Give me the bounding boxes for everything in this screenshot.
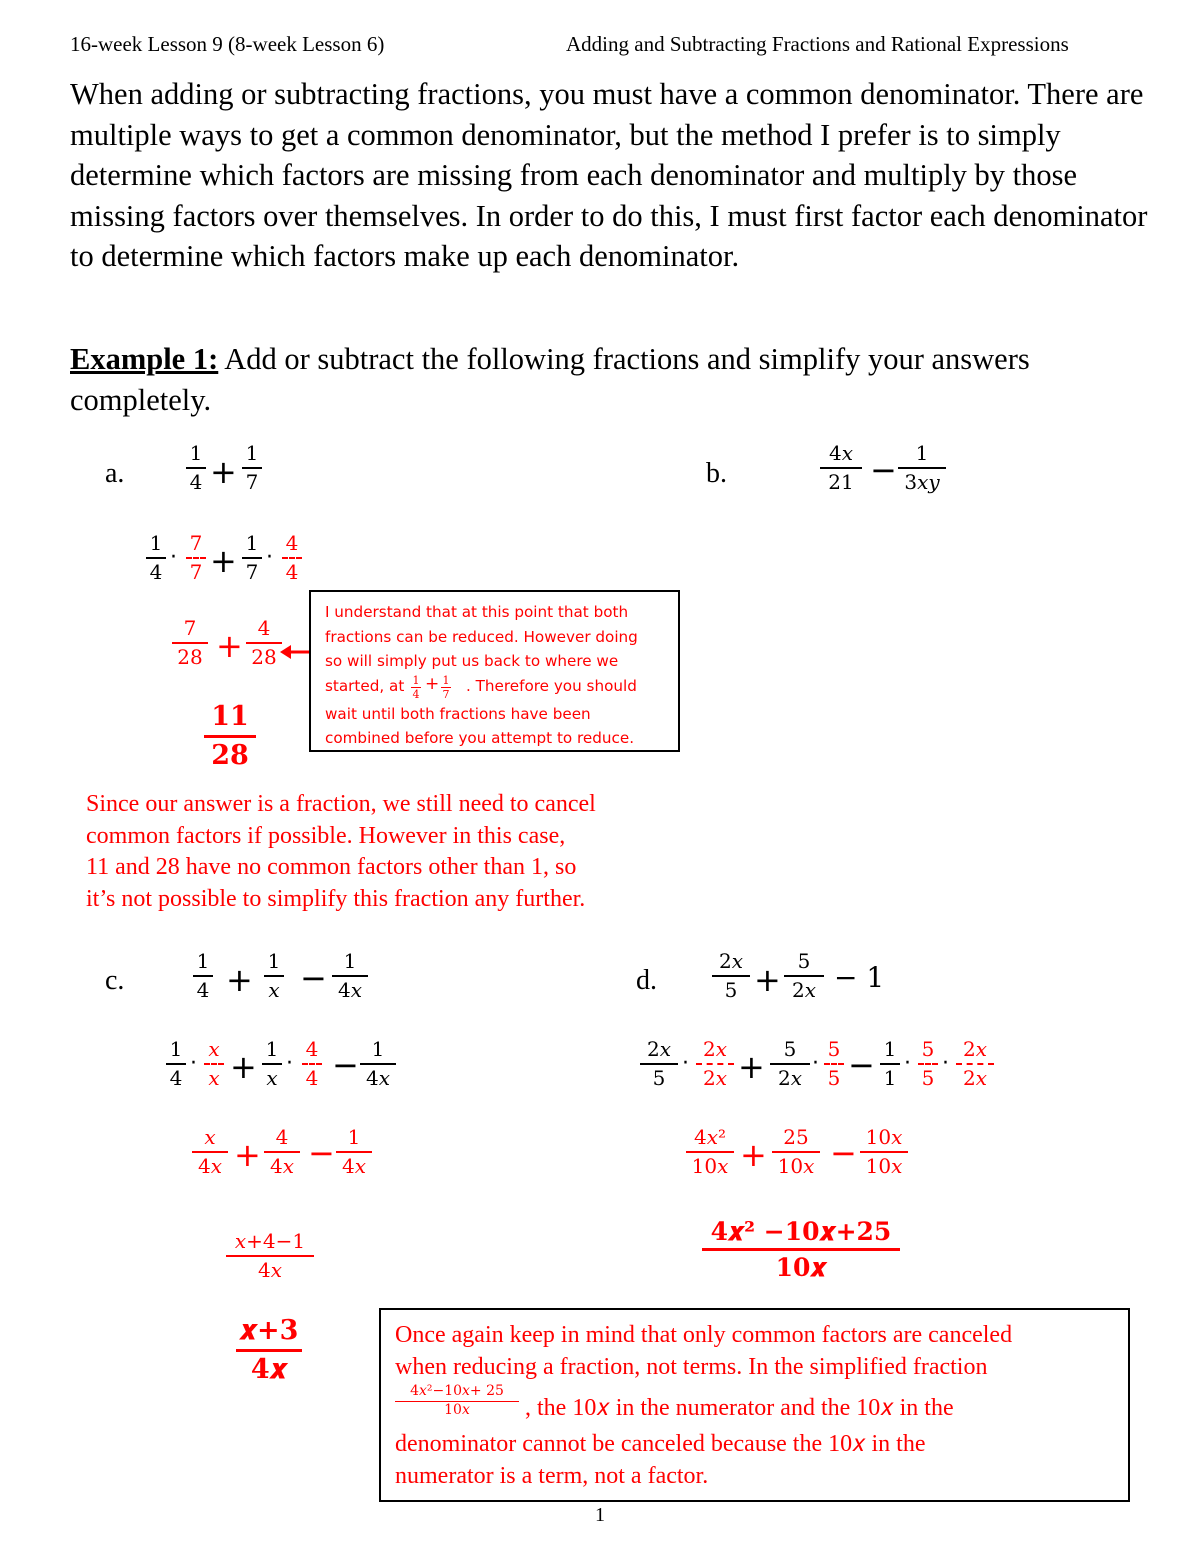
- plus-op: +: [754, 961, 781, 999]
- plus-op: +: [234, 1136, 261, 1174]
- fraction-b-2: 1 3𝑥𝑦: [898, 441, 946, 495]
- arrow-icon: [278, 642, 312, 662]
- note-a-line: wait until both fractions have been: [325, 704, 591, 723]
- example-label: Example 1:: [70, 342, 219, 376]
- fraction-a-2: 1 7: [242, 441, 262, 495]
- fraction-b-1: 4𝑥 21: [820, 441, 862, 495]
- fraction-c-s2-1: 𝑥 4𝑥: [192, 1125, 228, 1179]
- answer-a: 11 28: [204, 700, 256, 773]
- plus-op: +: [210, 453, 237, 491]
- minus-op: −: [848, 1046, 875, 1084]
- part-d-label: d.: [636, 965, 657, 996]
- dot-op: ·: [286, 1051, 293, 1076]
- header-lesson: 16-week Lesson 9 (8-week Lesson 6): [70, 32, 385, 56]
- fraction-d-s1-1: 2𝑥 5: [640, 1037, 678, 1091]
- note-d-line: when reducing a fraction, not terms. In the simplified fraction: [395, 1353, 988, 1380]
- fraction-d-s1-4: 5 5: [824, 1037, 844, 1091]
- fraction-d-s1-6: 5 5: [918, 1037, 938, 1091]
- minus-op: −: [870, 451, 897, 489]
- fraction-d-s1-5: 1 1: [880, 1037, 900, 1091]
- fraction-d-2: 5 2𝑥: [784, 949, 824, 1003]
- plus-op: +: [216, 627, 243, 665]
- dot-op: ·: [682, 1051, 689, 1076]
- fraction-c-s2-2: 4 4𝑥: [264, 1125, 300, 1179]
- dot-op: ·: [266, 545, 273, 570]
- plus-op: +: [230, 1048, 257, 1086]
- fraction-d-1: 2𝑥 5: [712, 949, 750, 1003]
- fraction-d-s1-7: 2𝑥 2𝑥: [956, 1037, 994, 1091]
- note-a-line: so will simply put us back to where we: [325, 652, 619, 670]
- intro-paragraph: When adding or subtracting fractions, you must have a common denominator. There are multiple ways to get a common denominator, but the method I prefer is to simply determine which factors are missing from each denominator and multiply by those missing factors over themselves. In order to do this, I must first factor each denominator to determine which factors make up each denominator.: [70, 77, 1148, 274]
- note-d-line: numerator is a term, not a factor.: [395, 1462, 709, 1489]
- fraction-d-s1-2: 2𝑥 2𝑥: [696, 1037, 734, 1091]
- fraction-a-s2-1: 7 28: [172, 616, 208, 670]
- fraction-c-2: 1 𝑥: [264, 949, 284, 1003]
- note-a-line: started, at . Therefore you should 1 4 + 1 7: [325, 673, 637, 702]
- fraction-d-s1-3: 5 2𝑥: [770, 1037, 810, 1091]
- example-heading: [70, 339, 1150, 420]
- part-c-label: c.: [105, 965, 125, 996]
- part-b-label: b.: [706, 458, 727, 489]
- example-text: Add or subtract the following fractions and simplify your answers completely.: [70, 342, 1030, 417]
- dot-op: ·: [190, 1051, 197, 1076]
- fraction-a-1: 1 4: [186, 441, 206, 495]
- answer-d: 𝟒𝒙² −𝟏𝟎𝒙+𝟐𝟓 𝟏𝟎𝒙: [702, 1216, 900, 1284]
- fraction-d-s2-3: 10𝑥 10𝑥: [860, 1125, 908, 1179]
- explanation-a: Since our answer is a fraction, we still need to cancel common factors if possible. However in this case, 11 and 28 have no common factors other than 1, so it’s not possible to simplify this fraction any further.: [86, 791, 596, 912]
- dot-op: ·: [904, 1051, 911, 1076]
- fraction-c-s1-4: 4 4: [302, 1037, 322, 1091]
- fraction-d-s2-2: 25 10𝑥: [772, 1125, 820, 1179]
- minus-op: −: [300, 959, 327, 997]
- minus-one: − 1: [834, 961, 885, 994]
- fraction-c-s1-5: 1 4𝑥: [360, 1037, 396, 1091]
- fraction-c-1: 1 4: [193, 949, 213, 1003]
- dot-op: ·: [942, 1051, 949, 1076]
- dot-op: ·: [170, 545, 177, 570]
- note-d-line: Once again keep in mind that only common factors are canceled: [395, 1322, 1013, 1348]
- fraction-c-s3: 𝑥+4−1 4𝑥: [226, 1229, 314, 1283]
- plus-op: +: [738, 1048, 765, 1086]
- note-d-line: denominator cannot be canceled because the 10𝑥 in the: [395, 1431, 926, 1457]
- dot-op: ·: [812, 1051, 819, 1076]
- plus-op: +: [226, 961, 253, 999]
- fraction-a-s1-2: 7 7: [186, 531, 206, 585]
- fraction-a-s2-2: 4 28: [246, 616, 282, 670]
- minus-op: −: [830, 1134, 857, 1172]
- mini-fraction: 4𝑥²−10𝑥+ 25 10𝑥: [395, 1383, 519, 1419]
- fraction-c-s1-2: 𝑥 𝑥: [204, 1037, 224, 1091]
- fraction-c-s1-1: 1 4: [166, 1037, 186, 1091]
- note-box-a: [309, 590, 680, 752]
- note-box-d: [379, 1308, 1130, 1502]
- fraction-d-s2-1: 4𝑥² 10𝑥: [686, 1125, 734, 1179]
- note-a-line: I understand that at this point that both: [325, 603, 629, 621]
- page-number: 1: [595, 1504, 605, 1526]
- fraction-c-s1-3: 1 𝑥: [262, 1037, 282, 1091]
- fraction-a-s1-4: 4 4: [282, 531, 302, 585]
- plus-op: +: [210, 542, 237, 580]
- answer-c: 𝒙+𝟑 𝟒𝒙: [236, 1314, 302, 1387]
- mini-fraction: 1 4: [412, 673, 420, 702]
- fraction-c-s2-3: 1 4𝑥: [336, 1125, 372, 1179]
- plus-op: +: [425, 673, 440, 694]
- fraction-a-s1-1: 1 4: [146, 531, 166, 585]
- note-d-line: 4𝑥²−10𝑥+ 25 10𝑥 , the 10𝑥 in the numerator and the 10𝑥 in the: [395, 1383, 1128, 1429]
- note-a-line: fractions can be reduced. However doing: [325, 627, 638, 646]
- plus-op: +: [740, 1136, 767, 1174]
- fraction-a-s1-3: 1 7: [242, 531, 262, 585]
- mini-fraction: 1 7: [442, 673, 450, 702]
- header-title: Adding and Subtracting Fractions and Rational Expressions: [566, 32, 1069, 56]
- minus-op: −: [332, 1046, 359, 1084]
- minus-op: −: [308, 1134, 335, 1172]
- fraction-c-3: 1 4𝑥: [332, 949, 368, 1003]
- note-a-line: combined before you attempt to reduce.: [325, 729, 635, 747]
- part-a-label: a.: [105, 458, 125, 489]
